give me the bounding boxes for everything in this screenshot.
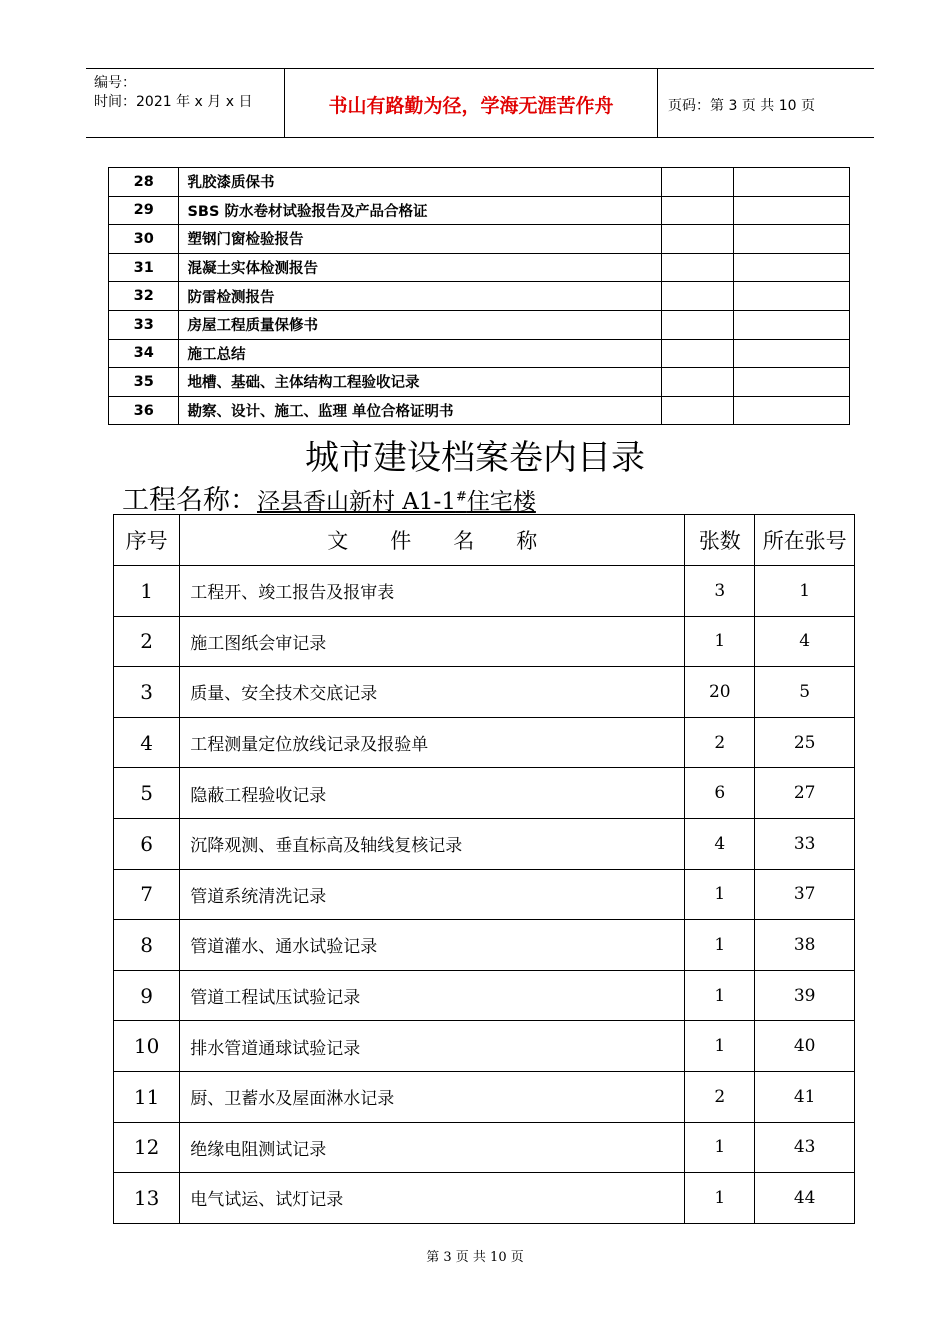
date-label: 时间：2021 年 x 月 x 日 [94,94,253,110]
catalog-table [113,514,855,1224]
project-value-main: 泾县香山新村 A1-1 [257,489,456,515]
page-footer: 第 3 页 共 10 页 [426,1250,524,1265]
page-label: 页码：第 3 页 共 10 页 [668,98,815,114]
continued-row-name: 乳胶漆质保书 [179,168,661,197]
row-count: 4 [685,818,755,869]
row-name: 质量、安全技术交底记录 [180,667,685,718]
row-name: 工程测量定位放线记录及报验单 [180,717,685,768]
row-count: 1 [685,1173,755,1224]
continued-row [109,310,850,339]
continued-row [109,225,850,254]
row-pos: 39 [755,970,855,1021]
continued-row-no: 30 [109,225,179,254]
row-pos: 5 [755,667,855,718]
header-meta-cell [86,69,285,137]
row-name: 绝缘电阻测试记录 [180,1122,685,1173]
catalog-row [114,869,855,920]
row-pos: 43 [755,1122,855,1173]
row-pos: 38 [755,920,855,971]
row-pos: 4 [755,616,855,667]
row-name: 厨、卫蓄水及屋面淋水记录 [180,1071,685,1122]
continued-row-empty-2 [734,196,850,225]
row-no: 4 [114,717,180,768]
continued-row-empty-1 [661,225,733,254]
row-name: 沉降观测、垂直标高及轴线复核记录 [180,818,685,869]
catalog-header-row [114,515,855,566]
continued-row-name: 塑钢门窗检验报告 [179,225,661,254]
col-header-name: 文 件 名 称 [180,515,685,566]
row-name: 电气试运、试灯记录 [180,1173,685,1224]
row-count: 2 [685,717,755,768]
row-count: 1 [685,616,755,667]
continued-row-empty-1 [661,396,733,425]
row-pos: 25 [755,717,855,768]
row-name: 管道灌水、通水试验记录 [180,920,685,971]
row-name: 管道工程试压试验记录 [180,970,685,1021]
continued-row-name: 房屋工程质量保修书 [179,310,661,339]
continued-row-empty-1 [661,368,733,397]
continued-row-no: 28 [109,168,179,197]
catalog-row [114,1173,855,1224]
continued-row [109,339,850,368]
project-value [257,489,536,515]
row-pos: 33 [755,818,855,869]
continued-row-empty-1 [661,196,733,225]
catalog-row [114,1122,855,1173]
project-value-sup: # [455,489,467,505]
continued-row-empty-2 [734,253,850,282]
continued-row-no: 33 [109,310,179,339]
continued-row [109,253,850,282]
continued-row-name: SBS 防水卷材试验报告及产品合格证 [179,196,661,225]
catalog-table-body [114,566,855,1224]
continued-row-empty-2 [734,168,850,197]
continued-row-empty-2 [734,339,850,368]
catalog-row [114,667,855,718]
project-value-suffix: 住宅楼 [466,489,536,515]
row-no: 13 [114,1173,180,1224]
row-pos: 1 [755,566,855,617]
row-count: 1 [685,1021,755,1072]
row-pos: 37 [755,869,855,920]
continued-row [109,196,850,225]
continued-row-empty-2 [734,225,850,254]
catalog-row [114,920,855,971]
continued-row-empty-2 [734,368,850,397]
continued-row-empty-2 [734,282,850,311]
catalog-row [114,970,855,1021]
continued-row-empty-2 [734,396,850,425]
continued-row-name: 地槽、基础、主体结构工程验收记录 [179,368,661,397]
col-header-no: 序号 [114,515,180,566]
continued-table [108,167,850,425]
header-motto-cell [285,69,658,137]
continued-row [109,282,850,311]
row-count: 1 [685,970,755,1021]
row-name: 施工图纸会审记录 [180,616,685,667]
catalog-row [114,768,855,819]
row-no: 2 [114,616,180,667]
row-no: 1 [114,566,180,617]
continued-row-no: 36 [109,396,179,425]
continued-row-no: 29 [109,196,179,225]
row-no: 3 [114,667,180,718]
row-name: 排水管道通球试验记录 [180,1021,685,1072]
row-pos: 44 [755,1173,855,1224]
continued-row-no: 32 [109,282,179,311]
catalog-row [114,566,855,617]
row-count: 2 [685,1071,755,1122]
col-header-count: 张数 [685,515,755,566]
row-count: 1 [685,1122,755,1173]
row-count: 1 [685,920,755,971]
project-line [122,478,536,517]
motto: 书山有路勤为径，学海无涯苦作舟 [328,95,614,117]
continued-row-no: 34 [109,339,179,368]
catalog-row [114,616,855,667]
catalog-row [114,1071,855,1122]
row-count: 1 [685,869,755,920]
row-no: 8 [114,920,180,971]
document-title: 城市建设档案卷内目录 [305,438,645,478]
continued-row-name: 混凝土实体检测报告 [179,253,661,282]
continued-row-empty-1 [661,282,733,311]
row-no: 10 [114,1021,180,1072]
row-no: 5 [114,768,180,819]
project-label: 工程名称： [122,485,257,516]
continued-row-empty-2 [734,310,850,339]
col-header-pos: 所在张号 [755,515,855,566]
continued-row [109,368,850,397]
row-no: 7 [114,869,180,920]
page-header [86,68,874,138]
continued-row-empty-1 [661,339,733,368]
continued-row-name: 防雷检测报告 [179,282,661,311]
catalog-row [114,818,855,869]
catalog-row [114,1021,855,1072]
row-name: 隐蔽工程验收记录 [180,768,685,819]
catalog-row [114,717,855,768]
continued-row [109,396,850,425]
row-name: 管道系统清洗记录 [180,869,685,920]
row-name: 工程开、竣工报告及报审表 [180,566,685,617]
row-count: 6 [685,768,755,819]
row-pos: 27 [755,768,855,819]
row-pos: 40 [755,1021,855,1072]
number-label: 编号： [94,75,136,91]
row-no: 11 [114,1071,180,1122]
continued-row-name: 勘察、设计、施工、监理 单位合格证明书 [179,396,661,425]
row-no: 6 [114,818,180,869]
continued-row-no: 35 [109,368,179,397]
continued-row [109,168,850,197]
continued-row-no: 31 [109,253,179,282]
continued-row-empty-1 [661,253,733,282]
continued-row-empty-1 [661,168,733,197]
continued-row-empty-1 [661,310,733,339]
row-pos: 41 [755,1071,855,1122]
continued-table-body [109,168,850,425]
row-no: 9 [114,970,180,1021]
row-no: 12 [114,1122,180,1173]
row-count: 3 [685,566,755,617]
row-count: 20 [685,667,755,718]
header-page-cell [658,69,874,137]
continued-row-name: 施工总结 [179,339,661,368]
